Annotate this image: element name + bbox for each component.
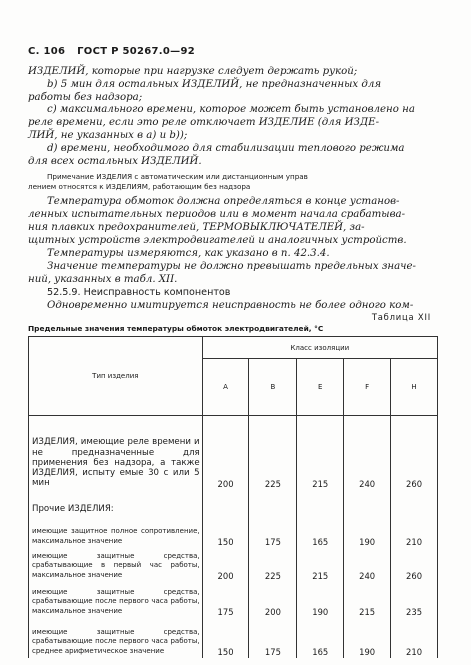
body-line: c) максимального времени, которое может быть установлено на: [47, 104, 415, 115]
body-line: Температура обмоток должна определяться в конце установ-: [47, 196, 400, 207]
column-header-type: Тип изделия: [29, 337, 203, 416]
row-description: Прочие ИЗДЕЛИЯ:: [29, 490, 203, 516]
cell-value: 200: [202, 416, 249, 490]
body-line: Температуры измеряются, как указано в п. 42.3.4.: [47, 248, 330, 259]
cell-value: 200: [249, 582, 297, 618]
cell-value: 190: [344, 516, 391, 548]
table-row: [29, 416, 438, 490]
row-description: имеющие защитные средства, срабатывающие после первого часа работы, среднее арифметическое значение: [29, 618, 203, 658]
body-line: ЛИЙ, не указанных в a) и b));: [28, 130, 188, 141]
body-line: d) времени, необходимого для стабилизации теплового режима: [47, 143, 405, 154]
cell-value: 150: [202, 618, 249, 658]
body-line: ленных испытательных периодов или в момент начала срабатыва-: [28, 209, 406, 220]
temperature-table: [28, 336, 438, 658]
cell-value: 260: [391, 416, 438, 490]
table-row: [29, 516, 438, 548]
body-line: Значение температуры не должно превышать предельных значе-: [47, 261, 416, 272]
cell-value: 210: [391, 618, 438, 658]
class-header: В: [249, 359, 297, 416]
body-line: ний, указанных в табл. XII.: [28, 274, 178, 285]
body-line: ния плавких предохранителей, ТЕРМОВЫКЛЮЧАТЕЛЕЙ, за-: [28, 222, 365, 233]
body-line: b) 5 мин для остальных ИЗДЕЛИЙ, не предназначенных для: [47, 79, 382, 90]
class-header: F: [344, 359, 391, 416]
page-number: С. 106: [28, 46, 66, 57]
cell-value: 215: [344, 582, 391, 618]
cell-value: 240: [344, 548, 391, 582]
table-row: [29, 490, 438, 516]
body-line: ИЗДЕЛИЙ, которые при нагрузке следует держать рукой;: [28, 66, 358, 77]
body-line: работы без надзора;: [28, 92, 143, 103]
body-line: щитных устройств электродвигателей и аналогичных устройств.: [28, 235, 407, 246]
cell-value: 235: [391, 582, 438, 618]
table-title: Предельные значения температуры обмоток электродвигателей, °С: [28, 324, 324, 333]
class-header: Н: [391, 359, 438, 416]
row-description: имеющие защитные средства, срабатывающие в первый час работы, максимальное значение: [29, 548, 203, 582]
table-row: [29, 548, 438, 582]
cell-value: 225: [249, 416, 297, 490]
page-header: [28, 46, 203, 57]
body-line: реле времени, если это реле отключает ИЗДЕЛИЕ (для ИЗДЕ-: [28, 117, 380, 128]
cell-value: 215: [297, 548, 344, 582]
body-line: для всех остальных ИЗДЕЛИЙ.: [28, 156, 202, 167]
cell-value: 150: [202, 516, 249, 548]
section-heading: 52.5.9. Неисправность компонентов: [47, 287, 231, 298]
note-line: Примечание ИЗДЕЛИЯ с автоматическим или дистанционным управ: [47, 172, 308, 181]
cell-value: 210: [391, 516, 438, 548]
cell-value: 200: [202, 548, 249, 582]
row-description: имеющие защитное полное сопротивление, максимальное значение: [29, 516, 203, 548]
cell-value: 175: [249, 516, 297, 548]
note-line: лением относятся к ИЗДЕЛИЯМ, работающим без надзора: [28, 182, 251, 191]
class-header: Е: [297, 359, 344, 416]
row-description: имеющие защитные средства, срабатывающие после первого часа работы, максимальное значение: [29, 582, 203, 618]
standard-code: ГОСТ Р 50267.0—92: [77, 46, 195, 57]
section-text: Одновременно имитируется неисправность не более одного ком-: [47, 300, 414, 311]
cell-value: 240: [344, 416, 391, 490]
cell-value: 165: [297, 618, 344, 658]
cell-value: 190: [344, 618, 391, 658]
cell-value: 215: [297, 416, 344, 490]
cell-value: 225: [249, 548, 297, 582]
cell-value: 165: [297, 516, 344, 548]
row-description: ИЗДЕЛИЯ, имеющие реле времени и не предназначенные для применения без надзора, а также ИЗДЕЛИЯ, испыту емые 30 с или 5 мин: [29, 416, 203, 490]
column-header-class: Класс изоляции: [202, 337, 437, 359]
cell-value: 175: [249, 618, 297, 658]
cell-value: 260: [391, 548, 438, 582]
table-row: [29, 618, 438, 658]
cell-value: 190: [297, 582, 344, 618]
cell-value: 175: [202, 582, 249, 618]
table-number: Таблица XII: [371, 312, 431, 322]
table-row: [29, 582, 438, 618]
class-header: А: [202, 359, 249, 416]
